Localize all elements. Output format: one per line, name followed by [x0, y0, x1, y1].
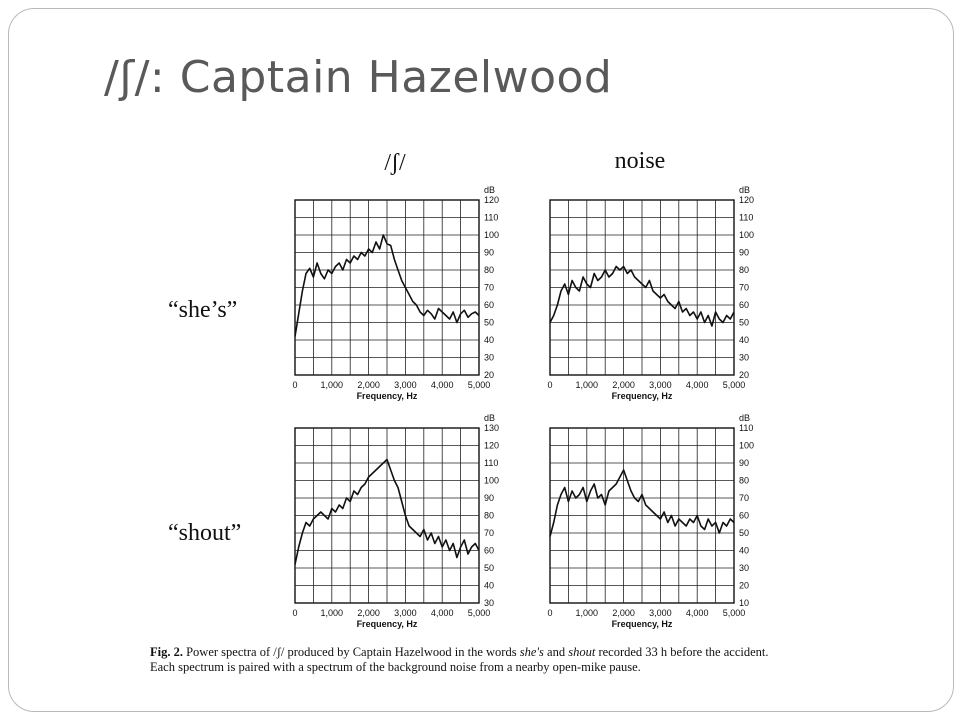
x-tick-label: 2,000	[357, 380, 380, 390]
x-tick-label: 5,000	[722, 608, 746, 618]
y-axis-label: dB	[739, 413, 751, 423]
y-tick-label: 70	[739, 493, 750, 503]
y-tick-label: 40	[484, 335, 495, 345]
y-tick-label: 10	[739, 598, 750, 608]
x-tick-label: 2,000	[612, 380, 635, 390]
y-tick-label: 60	[739, 510, 750, 521]
slide-title: /ʃ/: Captain Hazelwood	[104, 52, 613, 103]
y-tick-label: 50	[739, 528, 750, 538]
x-tick-label: 3,000	[649, 608, 672, 618]
y-tick-label: 100	[739, 440, 755, 451]
y-tick-label: 120	[484, 440, 500, 451]
y-tick-label: 40	[739, 335, 750, 345]
y-tick-label: 50	[739, 317, 750, 328]
y-tick-label: 110	[739, 212, 754, 223]
y-tick-label: 90	[484, 247, 495, 258]
y-axis-label: dB	[484, 185, 496, 195]
x-tick-label: 4,000	[685, 608, 709, 618]
y-tick-label: 70	[739, 282, 750, 293]
column-header-noise: noise	[614, 148, 666, 174]
y-tick-label: 30	[739, 352, 750, 363]
y-tick-label: 60	[484, 545, 495, 556]
y-tick-label: 20	[739, 580, 750, 591]
y-tick-label: 30	[484, 598, 495, 608]
y-tick-label: 70	[484, 528, 495, 538]
y-tick-label: 100	[484, 230, 500, 240]
y-tick-label: 100	[484, 475, 500, 486]
x-tick-label: 1,000	[575, 608, 599, 618]
y-tick-label: 100	[739, 230, 755, 240]
y-tick-label: 80	[484, 265, 495, 275]
y-tick-label: 40	[739, 545, 750, 556]
x-axis-label: Frequency, Hz	[611, 619, 673, 629]
y-tick-label: 90	[739, 247, 750, 258]
y-tick-label: 70	[484, 282, 495, 293]
x-axis-label: Frequency, Hz	[356, 391, 418, 401]
y-tick-label: 80	[739, 265, 750, 275]
x-tick-label: 0	[547, 380, 553, 390]
y-tick-label: 60	[484, 300, 495, 310]
x-tick-label: 3,000	[394, 608, 417, 618]
y-tick-label: 120	[739, 195, 755, 205]
x-tick-label: 3,000	[394, 380, 417, 390]
caption-text-1: Power spectra of /ʃ/ produced by Captain Hazelwood in the words	[182, 645, 520, 659]
row-label-shes: “she’s”	[168, 297, 238, 323]
caption-label: Fig. 2.	[150, 645, 183, 659]
y-axis-label: dB	[739, 185, 751, 195]
y-tick-label: 130	[484, 423, 500, 433]
y-tick-label: 20	[739, 370, 750, 380]
caption-text-3: recorded 33 h before the accident. Each spectrum is paired with a spectrum of the background noise from a nearby open-mike pause.	[150, 645, 769, 674]
y-tick-label: 50	[484, 563, 495, 573]
y-tick-label: 30	[739, 563, 750, 573]
x-tick-label: 5,000	[467, 608, 491, 618]
spectra-figure	[150, 140, 790, 700]
y-tick-label: 110	[484, 458, 499, 468]
x-tick-label: 0	[292, 380, 298, 390]
x-tick-label: 4,000	[685, 380, 709, 390]
caption-text-2: and	[543, 645, 569, 659]
y-tick-label: 40	[484, 580, 495, 591]
x-tick-label: 2,000	[612, 608, 635, 618]
x-tick-label: 0	[547, 608, 553, 618]
x-tick-label: 4,000	[430, 380, 454, 390]
y-tick-label: 90	[484, 493, 495, 503]
y-axis-label: dB	[484, 413, 496, 423]
x-tick-label: 4,000	[430, 608, 454, 618]
column-header-sh: /ʃ/	[384, 150, 406, 176]
y-tick-label: 60	[739, 300, 750, 310]
y-tick-label: 120	[484, 195, 500, 205]
y-tick-label: 80	[484, 510, 495, 521]
x-tick-label: 1,000	[320, 380, 344, 390]
y-tick-label: 20	[484, 370, 495, 380]
y-tick-label: 90	[739, 458, 750, 468]
x-tick-label: 5,000	[467, 380, 491, 390]
y-tick-label: 50	[484, 317, 495, 328]
y-tick-label: 110	[484, 212, 499, 223]
y-tick-label: 110	[739, 423, 754, 433]
x-tick-label: 1,000	[575, 380, 599, 390]
x-tick-label: 2,000	[357, 608, 380, 618]
x-tick-label: 1,000	[320, 608, 344, 618]
x-axis-label: Frequency, Hz	[356, 619, 418, 629]
y-tick-label: 80	[739, 475, 750, 486]
x-tick-label: 3,000	[649, 380, 672, 390]
y-tick-label: 30	[484, 352, 495, 363]
x-tick-label: 5,000	[722, 380, 746, 390]
caption-word-2: shout	[568, 645, 596, 659]
x-tick-label: 0	[292, 608, 298, 618]
figure-caption	[150, 645, 790, 675]
x-axis-label: Frequency, Hz	[611, 391, 673, 401]
caption-word-1: she's	[519, 645, 544, 659]
figure	[150, 140, 790, 700]
row-label-shout: “shout”	[168, 520, 242, 546]
